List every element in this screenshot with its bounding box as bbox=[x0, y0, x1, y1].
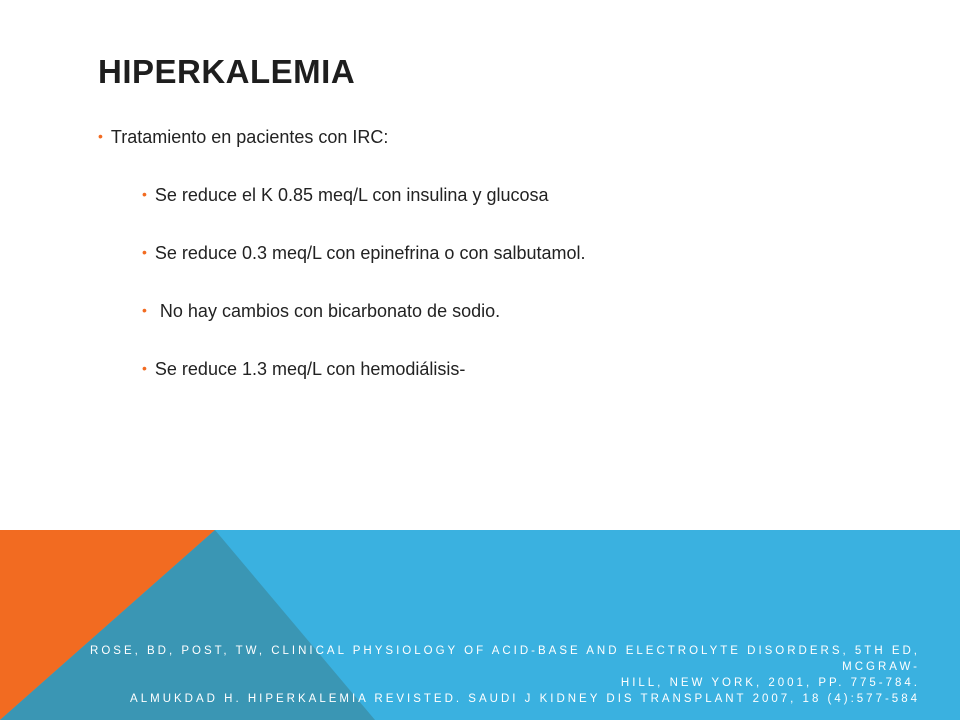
bullet-item bbox=[98, 125, 388, 150]
bullet-dot-icon: • bbox=[142, 244, 147, 260]
reference-line: ROSE, BD, POST, TW, CLINICAL PHYSIOLOGY OF ACID-BASE AND ELECTROLYTE DISORDERS, 5TH ED, MCGRAW- bbox=[90, 645, 920, 673]
bullet-text: Se reduce 1.3 meq/L con hemodiálisis- bbox=[154, 359, 466, 379]
bullet-item bbox=[142, 183, 548, 208]
bullet-text: No hay cambios con bicarbonato de sodio. bbox=[154, 301, 501, 321]
reference-line: HILL, NEW YORK, 2001, PP. 775-784. bbox=[620, 677, 920, 689]
reference-line: ALMUKDAD H. HIPERKALEMIA REVISTED. SAUDI J KIDNEY DIS TRANSPLANT 2007, 18 (4):577-584 bbox=[130, 693, 920, 705]
bullet-text: Se reduce 0.3 meq/L con epinefrina o con salbutamol. bbox=[154, 243, 586, 263]
footer-band bbox=[0, 530, 960, 720]
bullet-text: Se reduce el K 0.85 meq/L con insulina y glucosa bbox=[154, 185, 549, 205]
bullet-dot-icon: • bbox=[142, 360, 147, 376]
bullet-dot-icon: • bbox=[98, 128, 103, 144]
references-text bbox=[40, 643, 920, 707]
bullet-dot-icon: • bbox=[142, 302, 147, 318]
bullet-text: Tratamiento en pacientes con IRC: bbox=[110, 127, 389, 147]
bullet-item bbox=[142, 299, 500, 324]
bullet-item bbox=[142, 241, 586, 266]
bullet-item bbox=[142, 357, 465, 382]
slide-title: HIPERKALEMIA bbox=[98, 53, 356, 90]
bullet-dot-icon: • bbox=[142, 186, 147, 202]
